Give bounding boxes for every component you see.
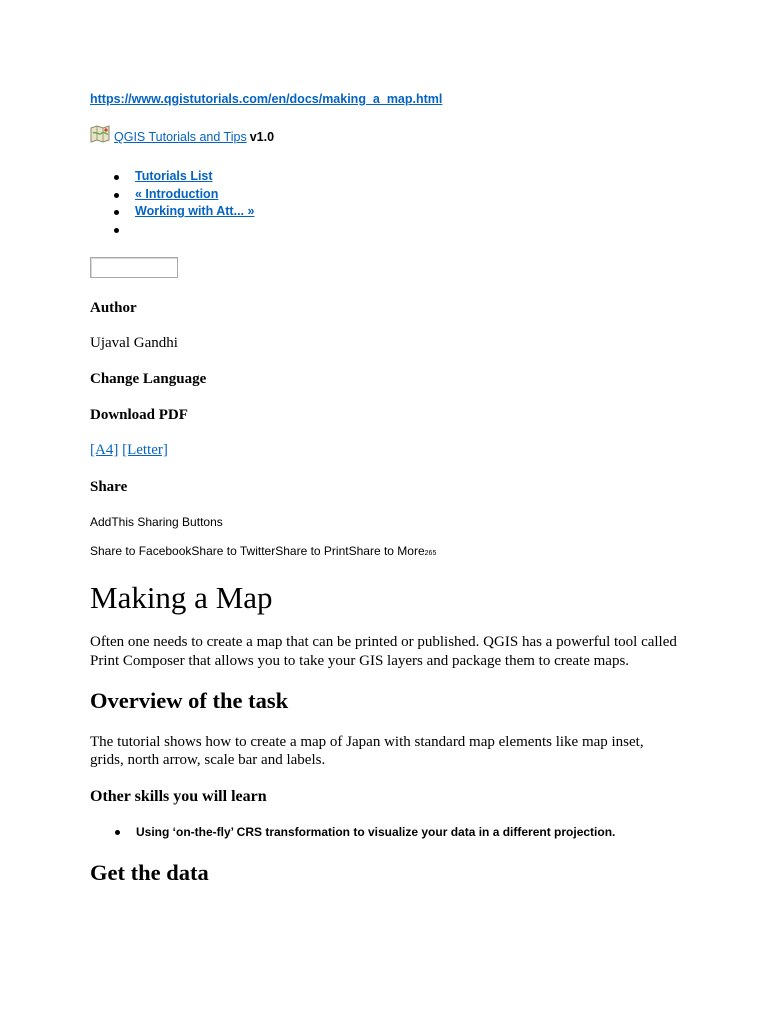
pdf-letter-link[interactable]: [Letter] xyxy=(122,442,168,458)
author-label: Author xyxy=(90,300,137,316)
share-more-button[interactable]: Share to More xyxy=(348,544,425,558)
overview-heading: Overview of the task xyxy=(90,688,289,713)
share-twitter-button[interactable]: Share to Twitter xyxy=(191,544,276,558)
overview-paragraph: The tutorial shows how to create a map of Japan with standard map elements like map inset, grids, north arrow, scale bar and labels. xyxy=(90,734,644,768)
list-item xyxy=(112,168,254,186)
nav-tutorials-list-link[interactable]: Tutorials List xyxy=(135,169,213,183)
download-pdf-label: Download PDF xyxy=(90,407,188,423)
addthis-label: AddThis Sharing Buttons xyxy=(90,515,223,529)
source-url-link[interactable]: https://www.qgistutorials.com/en/docs/making_a_map.html xyxy=(90,92,443,106)
intro-paragraph: Often one needs to create a map that can be printed or published. QGIS has a powerful tool called Print Composer that allows you to take your GIS layers and package them to create maps. xyxy=(90,634,677,669)
share-label: Share xyxy=(90,479,128,495)
pdf-a4-link[interactable]: [A4] xyxy=(90,442,119,458)
change-language-label: Change Language xyxy=(90,371,207,387)
brand-link[interactable]: QGIS Tutorials and Tips xyxy=(114,130,247,144)
nav-previous-link[interactable]: « Introduction xyxy=(135,186,219,201)
share-facebook-button[interactable]: Share to Facebook xyxy=(90,544,192,558)
list-item: Using ‘on-the-fly’ CRS transformation to visualize your data in a different projection. xyxy=(112,824,615,841)
skills-list xyxy=(112,824,615,841)
list-item xyxy=(112,221,254,239)
pdf-links xyxy=(90,442,168,459)
search-input[interactable] xyxy=(90,257,178,278)
version-label: v1.0 xyxy=(249,130,275,144)
share-buttons-row xyxy=(90,544,436,558)
page-title: Making a Map xyxy=(90,580,273,615)
share-print-button[interactable]: Share to Print xyxy=(275,544,349,558)
get-data-heading: Get the data xyxy=(90,860,209,885)
brand-bar xyxy=(90,124,274,144)
nav-next-link[interactable]: Working with Att... » xyxy=(135,204,255,218)
skills-heading: Other skills you will learn xyxy=(90,788,267,805)
list-item xyxy=(112,203,254,221)
nav-list xyxy=(112,168,254,238)
share-count: 265 xyxy=(424,550,437,557)
list-item xyxy=(112,186,254,204)
author-name: Ujaval Gandhi xyxy=(90,335,178,351)
map-book-icon xyxy=(90,124,112,144)
